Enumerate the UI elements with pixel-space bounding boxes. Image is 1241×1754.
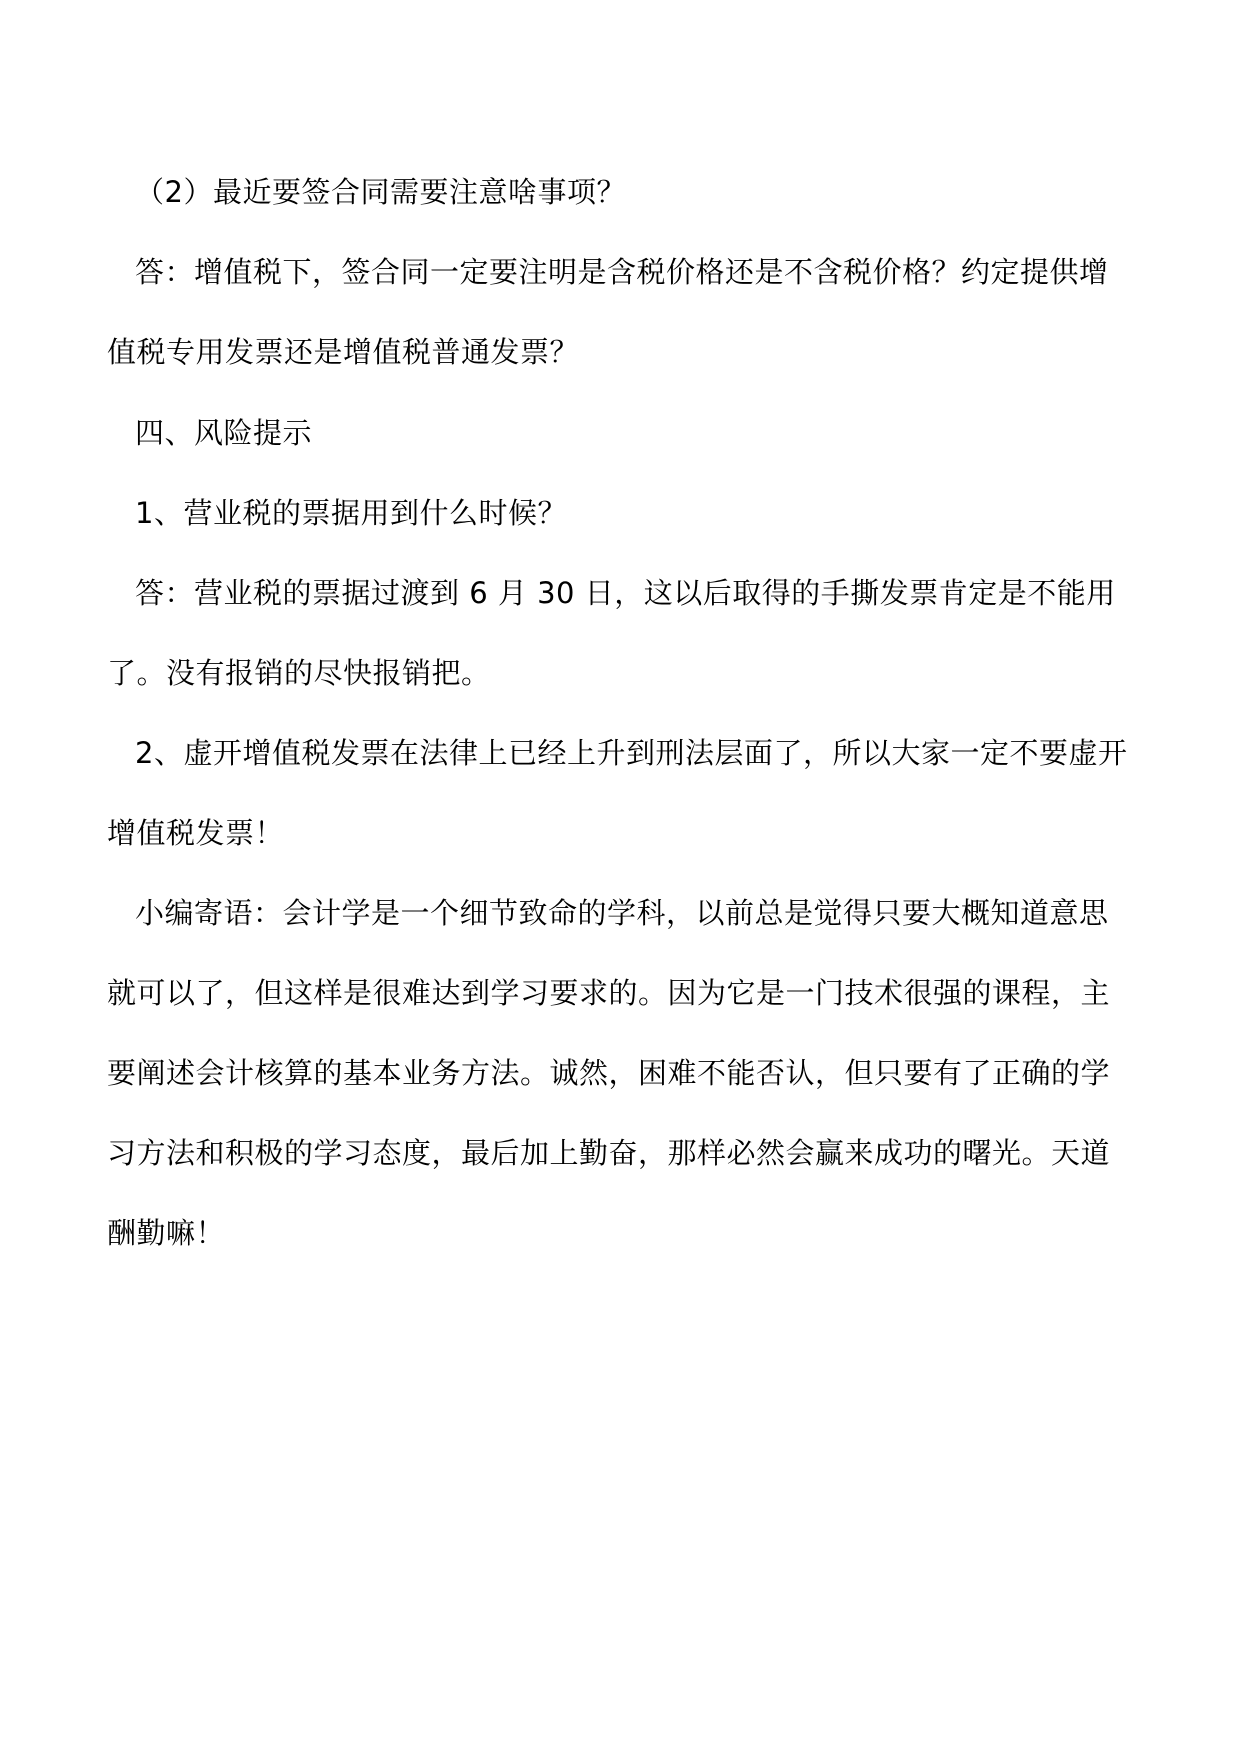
answer-business-tax: 答：营业税的票据过渡到 6 月 30 日，这以后取得的手撕发票肯定是不能用了。没有报销的尽快报销把。 (107, 576, 1116, 690)
section-heading-risk: 四、风险提示 (135, 416, 313, 450)
question-business-tax: 1、营业税的票据用到什么时候？ (135, 496, 567, 530)
answer-contract: 答：增值税下，签合同一定要注明是含税价格还是不含税价格？约定提供增值税专用发票还是增值税普通发票？ (107, 255, 1109, 369)
editor-note: 小编寄语：会计学是一个细节致命的学科，以前总是觉得只要大概知道意思就可以了，但这样是很难达到学习要求的。因为它是一门技术很强的课程，主要阐述会计核算的基本业务方法。诚然，困难不能否认，但只要有了正确的学习方法和积极的学习态度，最后加上勤奋，那样必然会赢来成功的曙光。天道酬勤嘛！ (107, 896, 1111, 1250)
warning-false-invoice: 2、虚开增值税发票在法律上已经上升到刑法层面了，所以大家一定不要虚开增值税发票！ (107, 736, 1128, 850)
question-2-contract: （2）最近要签合同需要注意啥事项？ (135, 175, 626, 209)
